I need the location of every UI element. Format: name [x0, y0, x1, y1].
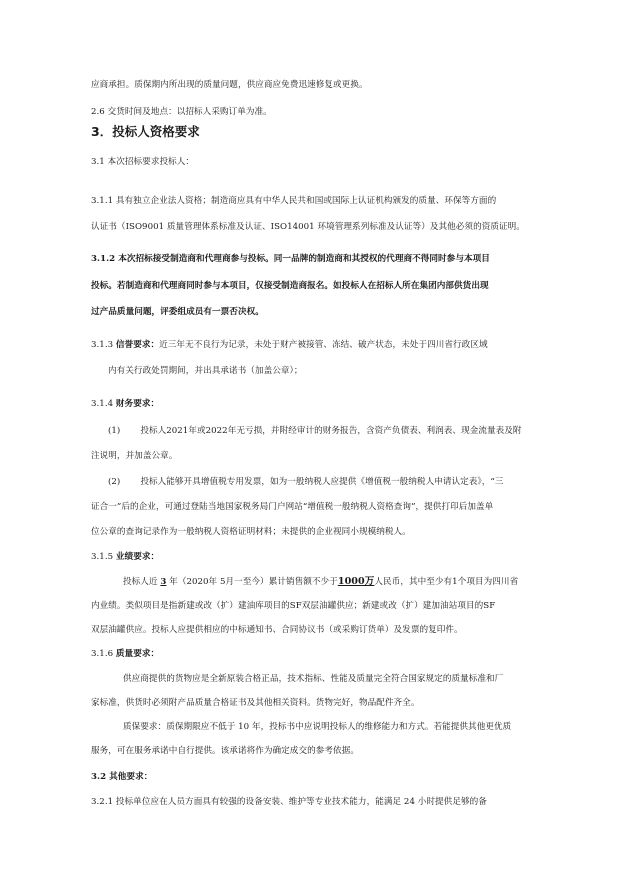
subsection-heading: 3.2 其他要求：: [91, 772, 153, 782]
paragraph-line: [91, 648, 565, 660]
list-text: 投标人能够开具增值税专用发票，如为一般纳税人应提供《增值税一般纳税人申请认定表》，“三: [140, 477, 504, 487]
clause-title: 质量要求：: [115, 649, 160, 659]
paragraph-line: [91, 339, 565, 351]
paragraph-line: 认证书（ISO9001 质量管理体系标准及认证、ISO14001 环境管理系列标准及认证等）及其他必须的资质证明。: [91, 222, 525, 232]
paragraph-line: 供应商提供的货物应是全新原装合格正品，技术指标、性能及质量完全符合国家规定的质量标准和厂: [123, 674, 504, 684]
paragraph-line: [91, 398, 565, 410]
clause-title: 财务要求：: [115, 399, 160, 409]
paragraph-line: 位公章的查询记录作为一般纳税人资格证明材料；未提供的企业视同小规模纳税人。: [91, 527, 411, 537]
list-number: (2): [108, 477, 121, 487]
paragraph-line: 双层油罐供应。投标人应提供相应的中标通知书、合同协议书（或采购订货单）及发票的复印件。: [91, 625, 463, 635]
years-value: 3: [160, 577, 167, 587]
paragraph-line: 3.1.2 本次招标接受制造商和代理商参与投标。同一品牌的制造商和其授权的代理商不得同时参与本项目: [91, 254, 490, 264]
clause-text: 近三年无不良行为记录，未处于财产被接管、冻结、破产状态，未处于四川省行政区域: [159, 340, 488, 350]
paragraph-line: 家标准，供货时必须附产品质量合格证书及其他相关资料。货物完好，物品配件齐全。: [91, 698, 420, 708]
paragraph-line: 内业绩。类似项目是指新建或改（扩）建油库项目的SF双层油罐供应；新建或改（扩）建加油站项目的SF: [91, 601, 496, 611]
paragraph-line: 服务，可在服务承诺中自行提供。该承诺将作为确定成交的参考依据。: [91, 746, 359, 756]
amount-value: 1000万: [337, 576, 375, 587]
clause-number: 3.1.4: [91, 399, 116, 409]
paragraph-line: [108, 425, 565, 437]
clause-number: 3.1.6: [91, 649, 116, 659]
paragraph-line: 3.1.1 具有独立企业法人资格；制造商应具有中华人民共和国或国际上认证机构颁发的质量、环保等方面的: [91, 196, 497, 206]
paragraph-line: 3.2.1 投标单位应在人员方面具有较强的设备安装、维护等专业技术能力，能满足 24 小时提供足够的备: [91, 797, 487, 807]
paragraph-line: 投标。若制造商和代理商同时参与本项目，仅接受制造商报名。如投标人在招标人所在集团内部供货出现: [91, 281, 489, 291]
paragraph-line: 应商承担。质保期内所出现的质量问题，供应商应免费迅速修复或更换。: [91, 80, 368, 90]
paragraph-line: 证合一”后的企业，可通过登陆当地国家税务局门户网站“增值税一般纳税人资格查询”，提供打印后加盖单: [91, 502, 494, 512]
clause-number: 3.1.5: [91, 552, 116, 562]
paragraph-line: 质保要求：质保期限应不低于 10 年，投标书中应说明投标人的维修能力和方式。若能提供其他更优质: [123, 722, 512, 732]
clause-title: 信誉要求：: [115, 340, 160, 350]
text-segment: 投标人近: [123, 577, 161, 587]
list-number: (1): [108, 426, 121, 436]
list-text: 投标人2021年或2022年无亏损，并附经审计的财务报告，含资产负债表、利润表、现金流量表及附: [140, 426, 522, 436]
paragraph-line: 过产品质量问题，评委组成员有一票否决权。: [91, 307, 264, 317]
text-segment: 年（2020年 5月一至今）累计销售额不少于: [166, 577, 338, 587]
paragraph-line: [108, 476, 565, 488]
paragraph-line: [91, 551, 565, 563]
section-heading: 3．投标人资格要求: [91, 124, 200, 139]
clause-number: 3.1.3: [91, 340, 116, 350]
clause-title: 业绩要求：: [115, 552, 160, 562]
text-segment: 人民币，其中至少有1个项目为四川省: [374, 577, 519, 587]
paragraph-line: 3.1 本次招标要求投标人：: [91, 157, 195, 167]
paragraph-line: [123, 576, 565, 588]
paragraph-line: 内有关行政处罚期间，并出具承诺书（加盖公章）；: [108, 366, 303, 376]
paragraph-line: 2.6 交货时间及地点：以招标人采购订单为准。: [91, 107, 272, 117]
paragraph-line: 注说明，并加盖公章。: [91, 451, 178, 461]
